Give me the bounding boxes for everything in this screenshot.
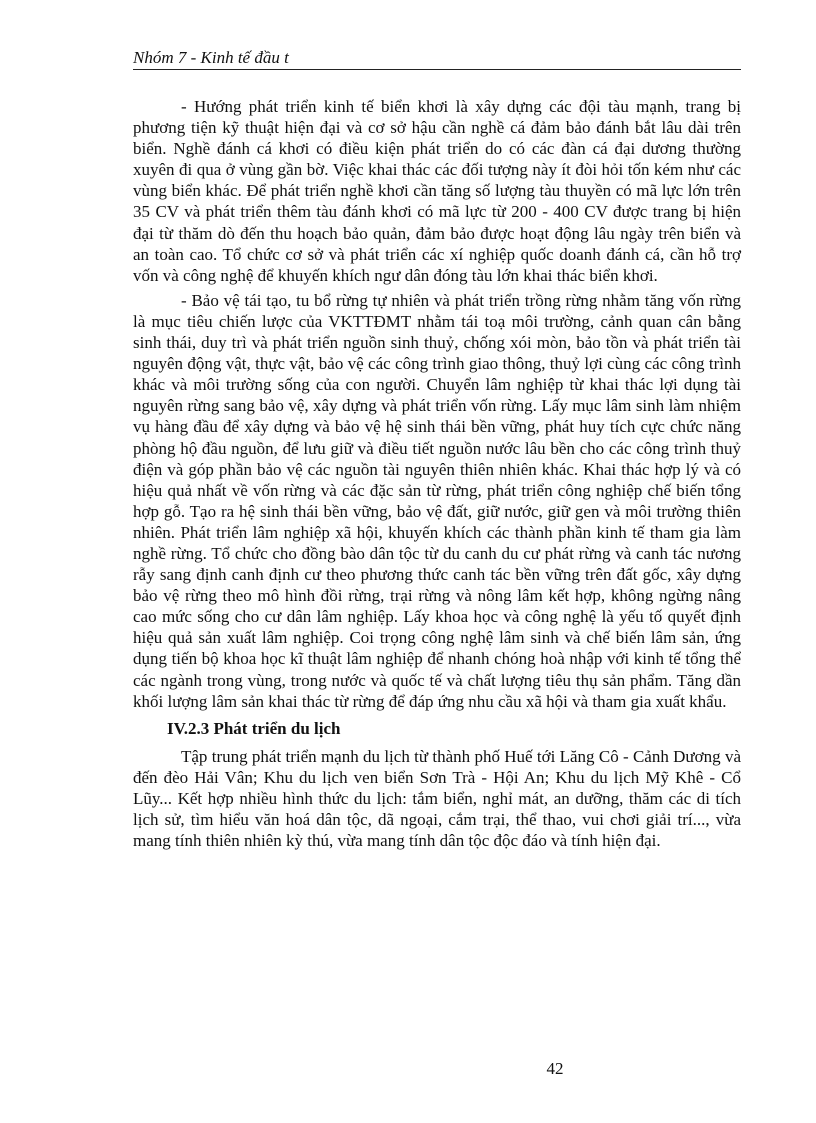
paragraph-tourism: Tập trung phát triển mạnh du lịch từ thành phố Huế tới Lăng Cô - Cảnh Dương và đến đèo Hải Vân; Khu du lịch ven biển Sơn Trà - Hội An; Khu du lịch Mỹ Khê - Cổ Lũy... Kết hợp nhiều hình thức du lịch: tắm biển, nghỉ mát, an dưỡng, thăm các di tích lịch sử, tìm hiểu văn hoá dân tộc, dã ngoại, cắm trại, thể thao, vui chơi giải trí..., vừa mang tính thiên nhiên kỳ thú, vừa mang tính dân tộc độc đáo và tính hiện đại. bbox=[133, 746, 741, 851]
paragraph-offshore-fishing: - Hướng phát triển kinh tế biển khơi là xây dựng các đội tàu mạnh, trang bị phương tiện kỹ thuật hiện đại và cơ sở hậu cần nghề cá đảm bảo đánh bắt lâu dài trên biển. Nghề đánh cá khơi có điều kiện phát triển do có các đàn cá đại dương thường xuyên đi qua ở vùng gần bờ. Việc khai thác các đối tượng này ít đòi hỏi tốn kém như các vùng biển khác. Để phát triển nghề khơi cần tăng số lượng tàu thuyền có mã lực lớn trên 35 CV và phát triển thêm tàu đánh khơi có mã lực từ 200 - 400 CV được trang bị hiện đại từ thăm dò đến thu hoạch bảo quản, đảm bảo được hoạt động lâu ngày trên biển và an toàn cao. Tổ chức cơ sở và phát triển các xí nghiệp quốc doanh đánh cá, cần hỗ trợ vốn và công nghệ để khuyến khích ngư dân đóng tàu lớn khai thác biển khơi. bbox=[133, 97, 741, 285]
paragraph-forest-protection: - Bảo vệ tái tạo, tu bổ rừng tự nhiên và phát triển trồng rừng nhằm tăng vốn rừng là mục tiêu chiến lược của VKTTĐMT nhằm tái toạ môi trường, cảnh quan cân bằng sinh thái, duy trì và phát triển nguồn sinh thuỷ, chống xói mòn, bảo tồn và phát triển tài nguyên động vật, thực vật, bảo vệ các công trình giao thông, thuỷ lợi cùng các công trình khác và môi trường sống của con người. Chuyển lâm nghiệp từ khai thác lợi dụng tài nguyên rừng sang bảo vệ, xây dựng và phát triển vốn rừng. Lấy mục lâm sinh làm nhiệm vụ hàng đầu để xây dựng và bảo vệ hệ sinh thái bền vững, phát huy tích cực chức năng phòng hộ đầu nguồn, để lưu giữ và điều tiết nguồn nước lâu bền cho các công trình thuỷ điện và góp phần bảo vệ các nguồn tài nguyên thiên nhiên khác. Khai thác hợp lý và có hiệu quả nhất về vốn rừng và các đặc sản từ rừng, phát triển công nghiệp chế biến tổng hợp gỗ. Tạo ra hệ sinh thái bền vững, bảo vệ đất, giữ nước, giữ gen và môi trường thiên nhiên. Phát triển lâm nghiệp xã hội, khuyến khích các thành phần kinh tế tham gia làm nghề rừng. Tổ chức cho đồng bào dân tộc từ du canh du cư phát rừng và canh tác nương rẫy sang định canh định cư theo phương thức canh tác bền vững trên đất gốc, xây dựng bảo vệ rừng theo mô hình đồi rừng, trại rừng và nông lâm kết hợp, không ngừng nâng cao mức sống cho cư dân lâm nghiệp. Lấy khoa học và công nghệ là yếu tố quyết định hiệu quả sản xuất lâm nghiệp. Coi trọng công nghệ lâm sinh và chế biến lâm sản, ứng dụng tiến bộ khoa học kĩ thuật lâm nghiệp để nhanh chóng hoà nhập với kinh tế tổng thể các ngành trong vùng, trong nước và quốc tế và chất lượng tiêu thụ sản phẩm. Tăng dần khối lượng lâm sản khai thác từ rừng để đáp ứng nhu cầu xã hội và tham gia xuất khẩu. bbox=[133, 290, 741, 711]
page-header bbox=[133, 47, 741, 70]
section-heading-tourism: IV.2.3 Phát triển du lịch bbox=[167, 718, 341, 738]
header-title: Nhóm 7 - Kinh tế đầu t bbox=[133, 48, 289, 67]
page-body bbox=[133, 96, 741, 851]
page-number: 42 bbox=[546, 1059, 564, 1078]
